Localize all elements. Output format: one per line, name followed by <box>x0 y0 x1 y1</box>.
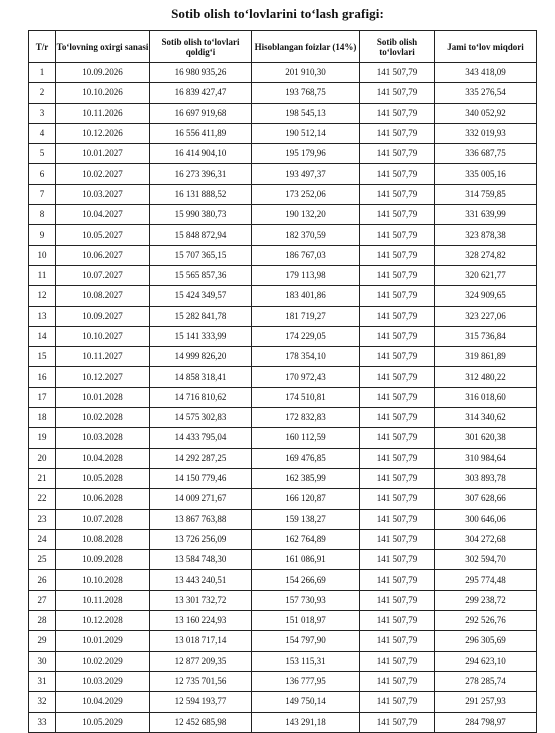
cell-principal-payment: 141 507,79 <box>360 712 435 732</box>
cell-principal-payment: 141 507,79 <box>360 326 435 346</box>
header-interest: Hisoblangan foizlar (14%) <box>252 31 360 63</box>
cell-remaining-balance: 12 594 193,77 <box>150 692 252 712</box>
schedule-title: Sotib olish to‘lovlarini to‘lash grafigi: <box>171 6 384 21</box>
cell-due-date: 10.03.2027 <box>56 184 150 204</box>
cell-principal-payment: 141 507,79 <box>360 306 435 326</box>
cell-index: 11 <box>29 265 56 285</box>
table-row <box>29 428 537 448</box>
cell-interest: 172 832,83 <box>252 408 360 428</box>
table-row <box>29 63 537 83</box>
cell-due-date: 10.12.2027 <box>56 367 150 387</box>
cell-interest: 157 730,93 <box>252 590 360 610</box>
cell-principal-payment: 141 507,79 <box>360 387 435 407</box>
payment-schedule-table <box>28 30 537 733</box>
cell-index: 18 <box>29 408 56 428</box>
cell-interest: 162 385,99 <box>252 468 360 488</box>
cell-total-payment: 312 480,22 <box>435 367 537 387</box>
cell-remaining-balance: 15 848 872,94 <box>150 225 252 245</box>
cell-interest: 201 910,30 <box>252 63 360 83</box>
cell-total-payment: 302 594,70 <box>435 550 537 570</box>
cell-index: 20 <box>29 448 56 468</box>
cell-due-date: 10.02.2028 <box>56 408 150 428</box>
cell-interest: 198 545,13 <box>252 103 360 123</box>
cell-interest: 178 354,10 <box>252 347 360 367</box>
header-principal-payment: Sotib olish to‘lovlari <box>360 31 435 63</box>
cell-interest: 173 252,06 <box>252 184 360 204</box>
cell-interest: 190 512,14 <box>252 123 360 143</box>
cell-principal-payment: 141 507,79 <box>360 611 435 631</box>
cell-total-payment: 332 019,93 <box>435 123 537 143</box>
table-row <box>29 529 537 549</box>
cell-total-payment: 310 984,64 <box>435 448 537 468</box>
cell-total-payment: 319 861,89 <box>435 347 537 367</box>
table-row <box>29 671 537 691</box>
cell-index: 4 <box>29 123 56 143</box>
cell-due-date: 10.04.2028 <box>56 448 150 468</box>
cell-total-payment: 323 878,38 <box>435 225 537 245</box>
cell-index: 24 <box>29 529 56 549</box>
cell-due-date: 10.04.2027 <box>56 205 150 225</box>
cell-interest: 183 401,86 <box>252 286 360 306</box>
cell-interest: 181 719,27 <box>252 306 360 326</box>
cell-total-payment: 331 639,99 <box>435 205 537 225</box>
cell-total-payment: 284 798,97 <box>435 712 537 732</box>
table-row <box>29 184 537 204</box>
cell-index: 28 <box>29 611 56 631</box>
cell-index: 13 <box>29 306 56 326</box>
table-row <box>29 509 537 529</box>
cell-total-payment: 320 621,77 <box>435 265 537 285</box>
cell-index: 21 <box>29 468 56 488</box>
cell-remaining-balance: 14 009 271,67 <box>150 489 252 509</box>
cell-due-date: 10.08.2028 <box>56 529 150 549</box>
cell-due-date: 10.11.2028 <box>56 590 150 610</box>
table-row <box>29 550 537 570</box>
cell-due-date: 10.04.2029 <box>56 692 150 712</box>
cell-remaining-balance: 16 556 411,89 <box>150 123 252 143</box>
cell-index: 15 <box>29 347 56 367</box>
cell-total-payment: 314 759,85 <box>435 184 537 204</box>
cell-principal-payment: 141 507,79 <box>360 651 435 671</box>
cell-remaining-balance: 15 141 333,99 <box>150 326 252 346</box>
cell-principal-payment: 141 507,79 <box>360 123 435 143</box>
cell-principal-payment: 141 507,79 <box>360 205 435 225</box>
cell-index: 23 <box>29 509 56 529</box>
cell-index: 30 <box>29 651 56 671</box>
cell-interest: 162 764,89 <box>252 529 360 549</box>
table-row <box>29 265 537 285</box>
cell-interest: 153 115,31 <box>252 651 360 671</box>
cell-remaining-balance: 13 726 256,09 <box>150 529 252 549</box>
cell-principal-payment: 141 507,79 <box>360 550 435 570</box>
table-row <box>29 631 537 651</box>
cell-remaining-balance: 13 160 224,93 <box>150 611 252 631</box>
cell-principal-payment: 141 507,79 <box>360 489 435 509</box>
table-row <box>29 387 537 407</box>
cell-remaining-balance: 15 707 365,15 <box>150 245 252 265</box>
table-row <box>29 489 537 509</box>
cell-index: 27 <box>29 590 56 610</box>
cell-due-date: 10.07.2028 <box>56 509 150 529</box>
table-body <box>29 63 537 733</box>
table-row <box>29 408 537 428</box>
cell-interest: 195 179,96 <box>252 144 360 164</box>
table-row <box>29 651 537 671</box>
cell-due-date: 10.05.2029 <box>56 712 150 732</box>
cell-due-date: 10.02.2027 <box>56 164 150 184</box>
table-row <box>29 692 537 712</box>
cell-total-payment: 307 628,66 <box>435 489 537 509</box>
cell-total-payment: 324 909,65 <box>435 286 537 306</box>
cell-interest: 182 370,59 <box>252 225 360 245</box>
table-row <box>29 611 537 631</box>
cell-principal-payment: 141 507,79 <box>360 63 435 83</box>
cell-principal-payment: 141 507,79 <box>360 692 435 712</box>
cell-total-payment: 291 257,93 <box>435 692 537 712</box>
cell-interest: 169 476,85 <box>252 448 360 468</box>
cell-due-date: 10.09.2026 <box>56 63 150 83</box>
cell-index: 33 <box>29 712 56 732</box>
cell-due-date: 10.01.2027 <box>56 144 150 164</box>
cell-due-date: 10.01.2028 <box>56 387 150 407</box>
cell-index: 7 <box>29 184 56 204</box>
cell-principal-payment: 141 507,79 <box>360 408 435 428</box>
cell-due-date: 10.12.2028 <box>56 611 150 631</box>
table-row <box>29 448 537 468</box>
cell-interest: 166 120,87 <box>252 489 360 509</box>
cell-index: 26 <box>29 570 56 590</box>
cell-due-date: 10.02.2029 <box>56 651 150 671</box>
cell-due-date: 10.10.2028 <box>56 570 150 590</box>
cell-index: 22 <box>29 489 56 509</box>
cell-principal-payment: 141 507,79 <box>360 671 435 691</box>
cell-interest: 179 113,98 <box>252 265 360 285</box>
cell-principal-payment: 141 507,79 <box>360 570 435 590</box>
cell-due-date: 10.11.2027 <box>56 347 150 367</box>
cell-interest: 154 266,69 <box>252 570 360 590</box>
cell-total-payment: 295 774,48 <box>435 570 537 590</box>
table-row <box>29 367 537 387</box>
cell-remaining-balance: 16 839 427,47 <box>150 83 252 103</box>
cell-total-payment: 294 623,10 <box>435 651 537 671</box>
cell-remaining-balance: 13 018 717,14 <box>150 631 252 651</box>
cell-remaining-balance: 16 273 396,31 <box>150 164 252 184</box>
cell-index: 25 <box>29 550 56 570</box>
cell-remaining-balance: 15 990 380,73 <box>150 205 252 225</box>
cell-due-date: 10.06.2028 <box>56 489 150 509</box>
cell-total-payment: 296 305,69 <box>435 631 537 651</box>
cell-interest: 161 086,91 <box>252 550 360 570</box>
cell-principal-payment: 141 507,79 <box>360 590 435 610</box>
cell-remaining-balance: 15 424 349,57 <box>150 286 252 306</box>
cell-total-payment: 278 285,74 <box>435 671 537 691</box>
cell-index: 8 <box>29 205 56 225</box>
table-row <box>29 83 537 103</box>
cell-interest: 151 018,97 <box>252 611 360 631</box>
cell-remaining-balance: 13 301 732,72 <box>150 590 252 610</box>
cell-interest: 159 138,27 <box>252 509 360 529</box>
cell-total-payment: 301 620,38 <box>435 428 537 448</box>
cell-total-payment: 304 272,68 <box>435 529 537 549</box>
cell-due-date: 10.01.2029 <box>56 631 150 651</box>
cell-due-date: 10.10.2027 <box>56 326 150 346</box>
cell-due-date: 10.03.2029 <box>56 671 150 691</box>
cell-due-date: 10.08.2027 <box>56 286 150 306</box>
cell-principal-payment: 141 507,79 <box>360 245 435 265</box>
cell-principal-payment: 141 507,79 <box>360 468 435 488</box>
cell-interest: 174 229,05 <box>252 326 360 346</box>
cell-index: 6 <box>29 164 56 184</box>
table-row <box>29 347 537 367</box>
cell-remaining-balance: 14 575 302,83 <box>150 408 252 428</box>
cell-total-payment: 328 274,82 <box>435 245 537 265</box>
table-row <box>29 590 537 610</box>
cell-index: 1 <box>29 63 56 83</box>
cell-interest: 149 750,14 <box>252 692 360 712</box>
cell-index: 17 <box>29 387 56 407</box>
cell-remaining-balance: 13 867 763,88 <box>150 509 252 529</box>
table-row <box>29 205 537 225</box>
table-row <box>29 123 537 143</box>
cell-interest: 186 767,03 <box>252 245 360 265</box>
cell-total-payment: 343 418,09 <box>435 63 537 83</box>
cell-index: 14 <box>29 326 56 346</box>
cell-remaining-balance: 14 150 779,46 <box>150 468 252 488</box>
cell-remaining-balance: 12 452 685,98 <box>150 712 252 732</box>
table-row <box>29 570 537 590</box>
cell-due-date: 10.05.2028 <box>56 468 150 488</box>
cell-principal-payment: 141 507,79 <box>360 367 435 387</box>
header-total-payment: Jami to‘lov miqdori <box>435 31 537 63</box>
cell-remaining-balance: 14 858 318,41 <box>150 367 252 387</box>
cell-principal-payment: 141 507,79 <box>360 103 435 123</box>
cell-remaining-balance: 16 697 919,68 <box>150 103 252 123</box>
cell-interest: 154 797,90 <box>252 631 360 651</box>
header-remaining-balance: Sotib olish to‘lovlari qoldig‘i <box>150 31 252 63</box>
cell-remaining-balance: 12 877 209,35 <box>150 651 252 671</box>
cell-interest: 174 510,81 <box>252 387 360 407</box>
header-index: T/r <box>29 31 56 63</box>
cell-remaining-balance: 14 999 826,20 <box>150 347 252 367</box>
cell-total-payment: 315 736,84 <box>435 326 537 346</box>
cell-index: 29 <box>29 631 56 651</box>
cell-interest: 193 497,37 <box>252 164 360 184</box>
cell-due-date: 10.10.2026 <box>56 83 150 103</box>
cell-due-date: 10.09.2027 <box>56 306 150 326</box>
cell-interest: 160 112,59 <box>252 428 360 448</box>
cell-principal-payment: 141 507,79 <box>360 509 435 529</box>
cell-index: 9 <box>29 225 56 245</box>
cell-principal-payment: 141 507,79 <box>360 144 435 164</box>
cell-principal-payment: 141 507,79 <box>360 529 435 549</box>
cell-due-date: 10.07.2027 <box>56 265 150 285</box>
cell-remaining-balance: 16 414 904,10 <box>150 144 252 164</box>
cell-remaining-balance: 13 443 240,51 <box>150 570 252 590</box>
cell-index: 31 <box>29 671 56 691</box>
cell-total-payment: 323 227,06 <box>435 306 537 326</box>
table-row <box>29 144 537 164</box>
table-row <box>29 245 537 265</box>
cell-total-payment: 316 018,60 <box>435 387 537 407</box>
cell-index: 3 <box>29 103 56 123</box>
cell-principal-payment: 141 507,79 <box>360 448 435 468</box>
cell-remaining-balance: 12 735 701,56 <box>150 671 252 691</box>
cell-remaining-balance: 14 433 795,04 <box>150 428 252 448</box>
table-row <box>29 164 537 184</box>
cell-total-payment: 340 052,92 <box>435 103 537 123</box>
cell-remaining-balance: 14 716 810,62 <box>150 387 252 407</box>
cell-total-payment: 335 005,16 <box>435 164 537 184</box>
cell-principal-payment: 141 507,79 <box>360 164 435 184</box>
table-row <box>29 712 537 732</box>
cell-index: 2 <box>29 83 56 103</box>
header-due-date: To‘lovning oxirgi sanasi <box>56 31 150 63</box>
cell-index: 32 <box>29 692 56 712</box>
cell-due-date: 10.11.2026 <box>56 103 150 123</box>
cell-principal-payment: 141 507,79 <box>360 428 435 448</box>
cell-remaining-balance: 16 131 888,52 <box>150 184 252 204</box>
cell-total-payment: 303 893,78 <box>435 468 537 488</box>
cell-total-payment: 300 646,06 <box>435 509 537 529</box>
cell-interest: 136 777,95 <box>252 671 360 691</box>
cell-index: 12 <box>29 286 56 306</box>
cell-index: 16 <box>29 367 56 387</box>
cell-total-payment: 292 526,76 <box>435 611 537 631</box>
cell-principal-payment: 141 507,79 <box>360 631 435 651</box>
cell-principal-payment: 141 507,79 <box>360 286 435 306</box>
table-row <box>29 326 537 346</box>
cell-remaining-balance: 13 584 748,30 <box>150 550 252 570</box>
cell-principal-payment: 141 507,79 <box>360 265 435 285</box>
cell-due-date: 10.09.2028 <box>56 550 150 570</box>
cell-index: 19 <box>29 428 56 448</box>
cell-due-date: 10.05.2027 <box>56 225 150 245</box>
cell-interest: 190 132,20 <box>252 205 360 225</box>
cell-due-date: 10.12.2026 <box>56 123 150 143</box>
cell-due-date: 10.06.2027 <box>56 245 150 265</box>
cell-remaining-balance: 15 282 841,78 <box>150 306 252 326</box>
cell-interest: 193 768,75 <box>252 83 360 103</box>
cell-principal-payment: 141 507,79 <box>360 83 435 103</box>
table-row <box>29 103 537 123</box>
cell-interest: 143 291,18 <box>252 712 360 732</box>
cell-interest: 170 972,43 <box>252 367 360 387</box>
cell-principal-payment: 141 507,79 <box>360 184 435 204</box>
cell-remaining-balance: 14 292 287,25 <box>150 448 252 468</box>
cell-total-payment: 314 340,62 <box>435 408 537 428</box>
cell-total-payment: 335 276,54 <box>435 83 537 103</box>
table-row <box>29 306 537 326</box>
table-header-row <box>29 31 537 63</box>
cell-index: 10 <box>29 245 56 265</box>
cell-principal-payment: 141 507,79 <box>360 225 435 245</box>
cell-index: 5 <box>29 144 56 164</box>
cell-due-date: 10.03.2028 <box>56 428 150 448</box>
table-row <box>29 225 537 245</box>
cell-remaining-balance: 15 565 857,36 <box>150 265 252 285</box>
table-row <box>29 286 537 306</box>
cell-total-payment: 299 238,72 <box>435 590 537 610</box>
cell-total-payment: 336 687,75 <box>435 144 537 164</box>
cell-principal-payment: 141 507,79 <box>360 347 435 367</box>
table-row <box>29 468 537 488</box>
cell-remaining-balance: 16 980 935,26 <box>150 63 252 83</box>
